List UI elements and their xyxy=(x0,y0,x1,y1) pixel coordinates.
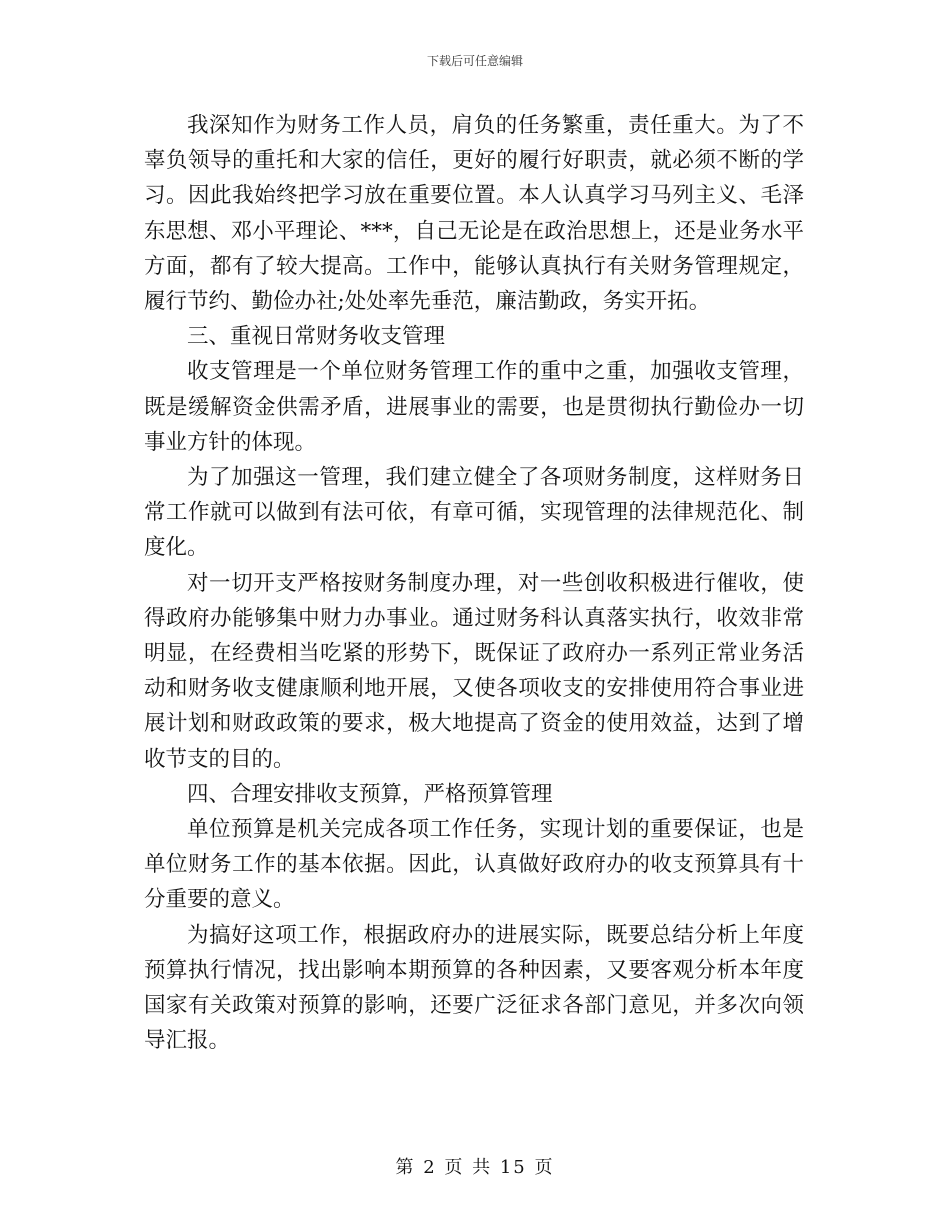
paragraph-revenue-management: 收支管理是一个单位财务管理工作的重中之重，加强收支管理，既是缓解资金供需矛盾，进展事业的需要，也是贯彻执行勤俭办一切事业方针的体现。 xyxy=(144,359,804,455)
paragraph-budget-work: 为搞好这项工作，根据政府办的进展实际，既要总结分析上年度预算执行情况，找出影响本期预算的各种因素，又要客观分析本年度国家有关政策对预算的影响，还要广泛征求各部门意见，并多次向领导汇报。 xyxy=(144,922,804,1054)
section-heading-3: 三、重视日常财务收支管理 xyxy=(187,324,446,350)
paragraph-study: 我深知作为财务工作人员，肩负的任务繁重，责任重大。为了不辜负领导的重托和大家的信任，更好的履行好职责，就必须不断的学习。因此我始终把学习放在重要位置。本人认真学习马列主义、毛泽东思想、邓小平理论、***，自己无论是在政治思想上，还是业务水平方面，都有了较大提高。工作中，能够认真执行有关财务管理规定，履行节约、勤俭办社;处处率先垂范，廉洁勤政，务实开拓。 xyxy=(144,113,804,315)
paragraph-expenditure-control: 对一切开支严格按财务制度办理，对一些创收积极进行催收，使得政府办能够集中财力办事业。通过财务科认真落实执行，收效非常明显，在经费相当吃紧的形势下，既保证了政府办一系列正常业务活动和财务收支健康顺利地开展，又使各项收支的安排使用符合事业进展计划和财政政策的要求，极大地提高了资金的使用效益，达到了增收节支的目的。 xyxy=(144,570,804,772)
page-number-footer: 第 2 页 共 15 页 xyxy=(395,1157,555,1178)
paragraph-financial-systems: 为了加强这一管理，我们建立健全了各项财务制度，这样财务日常工作就可以做到有法可依，有章可循，实现管理的法律规范化、制度化。 xyxy=(144,465,804,561)
paragraph-unit-budget: 单位预算是机关完成各项工作任务，实现计划的重要保证，也是单位财务工作的基本依据。因此，认真做好政府办的收支预算具有十分重要的意义。 xyxy=(144,817,804,913)
section-heading-4: 四、合理安排收支预算，严格预算管理 xyxy=(187,781,553,807)
document-body xyxy=(144,108,804,1058)
page-header-note: 下载后可任意编辑 xyxy=(426,54,523,68)
